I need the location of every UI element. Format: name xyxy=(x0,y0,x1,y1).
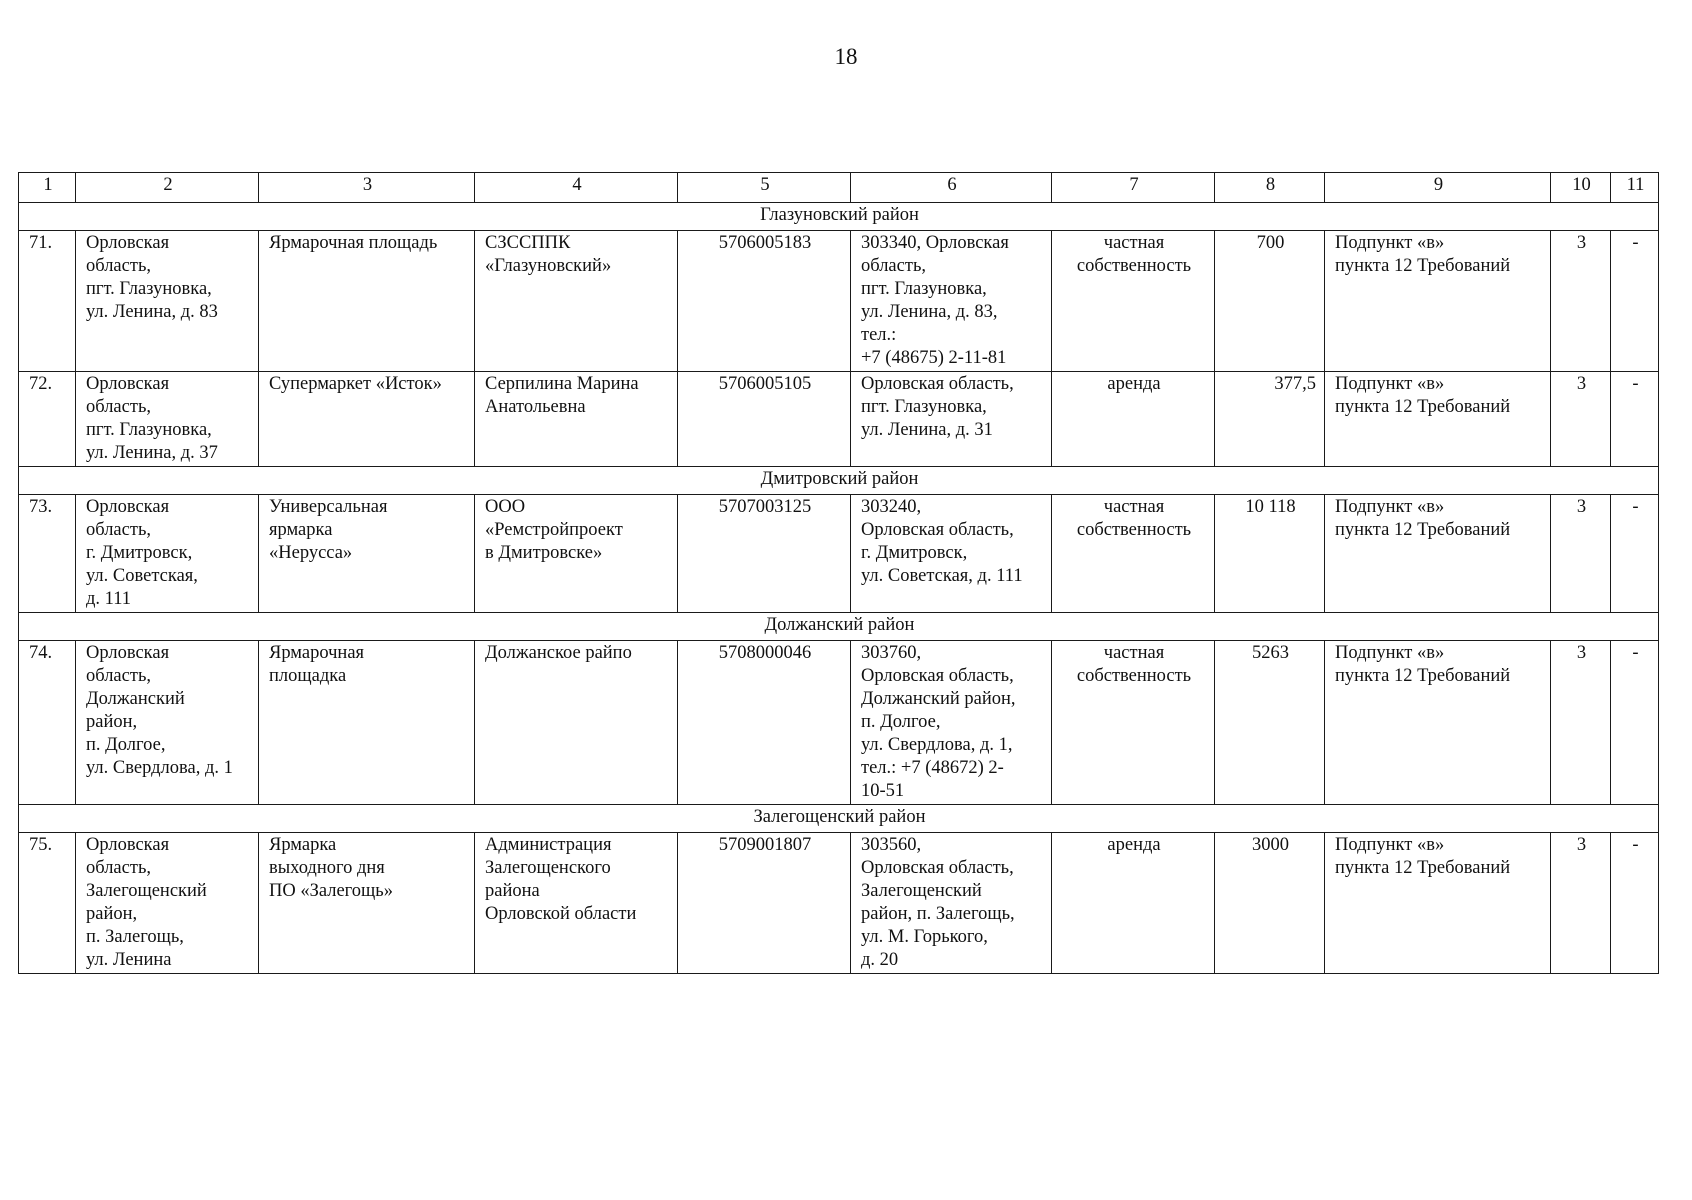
fair-location: Орловская область, Залегощенский район, п. Залегощь, ул. Ленина xyxy=(76,833,259,974)
district-heading-row xyxy=(19,613,1659,641)
column-10-value: 3 xyxy=(1551,372,1611,467)
organizer-address: Орловская область, пгт. Глазуновка, ул. Ленина, д. 31 xyxy=(851,372,1052,467)
table-row xyxy=(19,231,1659,372)
column-11-value: - xyxy=(1611,372,1659,467)
fair-organizer: ООО «Ремстройпроект в Дмитровске» xyxy=(475,495,678,613)
area-value: 5263 xyxy=(1215,641,1325,805)
organizer-inn: 5706005183 xyxy=(678,231,851,372)
area-value: 10 118 xyxy=(1215,495,1325,613)
area-value: 377,5 xyxy=(1215,372,1325,467)
column-number-header: 8 xyxy=(1215,173,1325,203)
column-11-value: - xyxy=(1611,231,1659,372)
column-number-header: 1 xyxy=(19,173,76,203)
row-number: 74. xyxy=(19,641,76,805)
organizer-address: 303240, Орловская область, г. Дмитровск, ул. Советская, д. 111 xyxy=(851,495,1052,613)
fair-location: Орловская область, пгт. Глазуновка, ул. Ленина, д. 83 xyxy=(76,231,259,372)
column-11-value: - xyxy=(1611,833,1659,974)
fair-name: Ярмарочная площадка xyxy=(259,641,475,805)
fair-organizer: Серпилина Марина Анатольевна xyxy=(475,372,678,467)
fair-organizer: СЗССППК «Глазуновский» xyxy=(475,231,678,372)
column-number-header: 7 xyxy=(1052,173,1215,203)
ownership-type: частная собственность xyxy=(1052,231,1215,372)
fair-location: Орловская область, г. Дмитровск, ул. Советская, д. 111 xyxy=(76,495,259,613)
ownership-type: аренда xyxy=(1052,372,1215,467)
column-10-value: 3 xyxy=(1551,495,1611,613)
fair-name: Ярмарочная площадь xyxy=(259,231,475,372)
fair-name: Ярмарка выходного дня ПО «Залегощь» xyxy=(259,833,475,974)
fair-name: Супермаркет «Исток» xyxy=(259,372,475,467)
district-heading: Дмитровский район xyxy=(19,467,1659,495)
organizer-address: 303760, Орловская область, Должанский район, п. Долгое, ул. Свердлова, д. 1, тел.: +7 (48672) 2- 10-51 xyxy=(851,641,1052,805)
legal-basis: Подпункт «в» пункта 12 Требований xyxy=(1325,641,1551,805)
column-10-value: 3 xyxy=(1551,833,1611,974)
organizer-inn: 5709001807 xyxy=(678,833,851,974)
column-11-value: - xyxy=(1611,641,1659,805)
table-row xyxy=(19,495,1659,613)
organizer-address: 303560, Орловская область, Залегощенский район, п. Залегощь, ул. М. Горького, д. 20 xyxy=(851,833,1052,974)
organizer-address: 303340, Орловская область, пгт. Глазуновка, ул. Ленина, д. 83, тел.: +7 (48675) 2-11-81 xyxy=(851,231,1052,372)
table-row xyxy=(19,833,1659,974)
organizer-inn: 5707003125 xyxy=(678,495,851,613)
table-row xyxy=(19,641,1659,805)
fair-location: Орловская область, Должанский район, п. Долгое, ул. Свердлова, д. 1 xyxy=(76,641,259,805)
legal-basis: Подпункт «в» пункта 12 Требований xyxy=(1325,833,1551,974)
district-heading: Глазуновский район xyxy=(19,203,1659,231)
row-number: 71. xyxy=(19,231,76,372)
page-number: 18 xyxy=(834,44,858,69)
district-heading-row xyxy=(19,467,1659,495)
legal-basis: Подпункт «в» пункта 12 Требований xyxy=(1325,495,1551,613)
column-11-value: - xyxy=(1611,495,1659,613)
organizer-inn: 5708000046 xyxy=(678,641,851,805)
column-10-value: 3 xyxy=(1551,231,1611,372)
legal-basis: Подпункт «в» пункта 12 Требований xyxy=(1325,231,1551,372)
fair-organizer: Администрация Залегощенского района Орловской области xyxy=(475,833,678,974)
fair-location: Орловская область, пгт. Глазуновка, ул. Ленина, д. 37 xyxy=(76,372,259,467)
district-heading: Залегощенский район xyxy=(19,805,1659,833)
column-number-header: 9 xyxy=(1325,173,1551,203)
district-heading: Должанский район xyxy=(19,613,1659,641)
district-heading-row xyxy=(19,805,1659,833)
area-value: 3000 xyxy=(1215,833,1325,974)
column-number-header: 3 xyxy=(259,173,475,203)
legal-basis: Подпункт «в» пункта 12 Требований xyxy=(1325,372,1551,467)
area-value: 700 xyxy=(1215,231,1325,372)
district-heading-row xyxy=(19,203,1659,231)
column-number-header: 6 xyxy=(851,173,1052,203)
column-number-header: 10 xyxy=(1551,173,1611,203)
fair-register-table xyxy=(18,172,1659,974)
column-10-value: 3 xyxy=(1551,641,1611,805)
row-number: 75. xyxy=(19,833,76,974)
fair-name: Универсальная ярмарка «Нерусса» xyxy=(259,495,475,613)
column-number-header: 11 xyxy=(1611,173,1659,203)
fair-organizer: Должанское райпо xyxy=(475,641,678,805)
organizer-inn: 5706005105 xyxy=(678,372,851,467)
row-number: 72. xyxy=(19,372,76,467)
column-number-header-row xyxy=(19,173,1659,203)
ownership-type: аренда xyxy=(1052,833,1215,974)
column-number-header: 2 xyxy=(76,173,259,203)
ownership-type: частная собственность xyxy=(1052,495,1215,613)
column-number-header: 5 xyxy=(678,173,851,203)
table-row xyxy=(19,372,1659,467)
row-number: 73. xyxy=(19,495,76,613)
ownership-type: частная собственность xyxy=(1052,641,1215,805)
column-number-header: 4 xyxy=(475,173,678,203)
